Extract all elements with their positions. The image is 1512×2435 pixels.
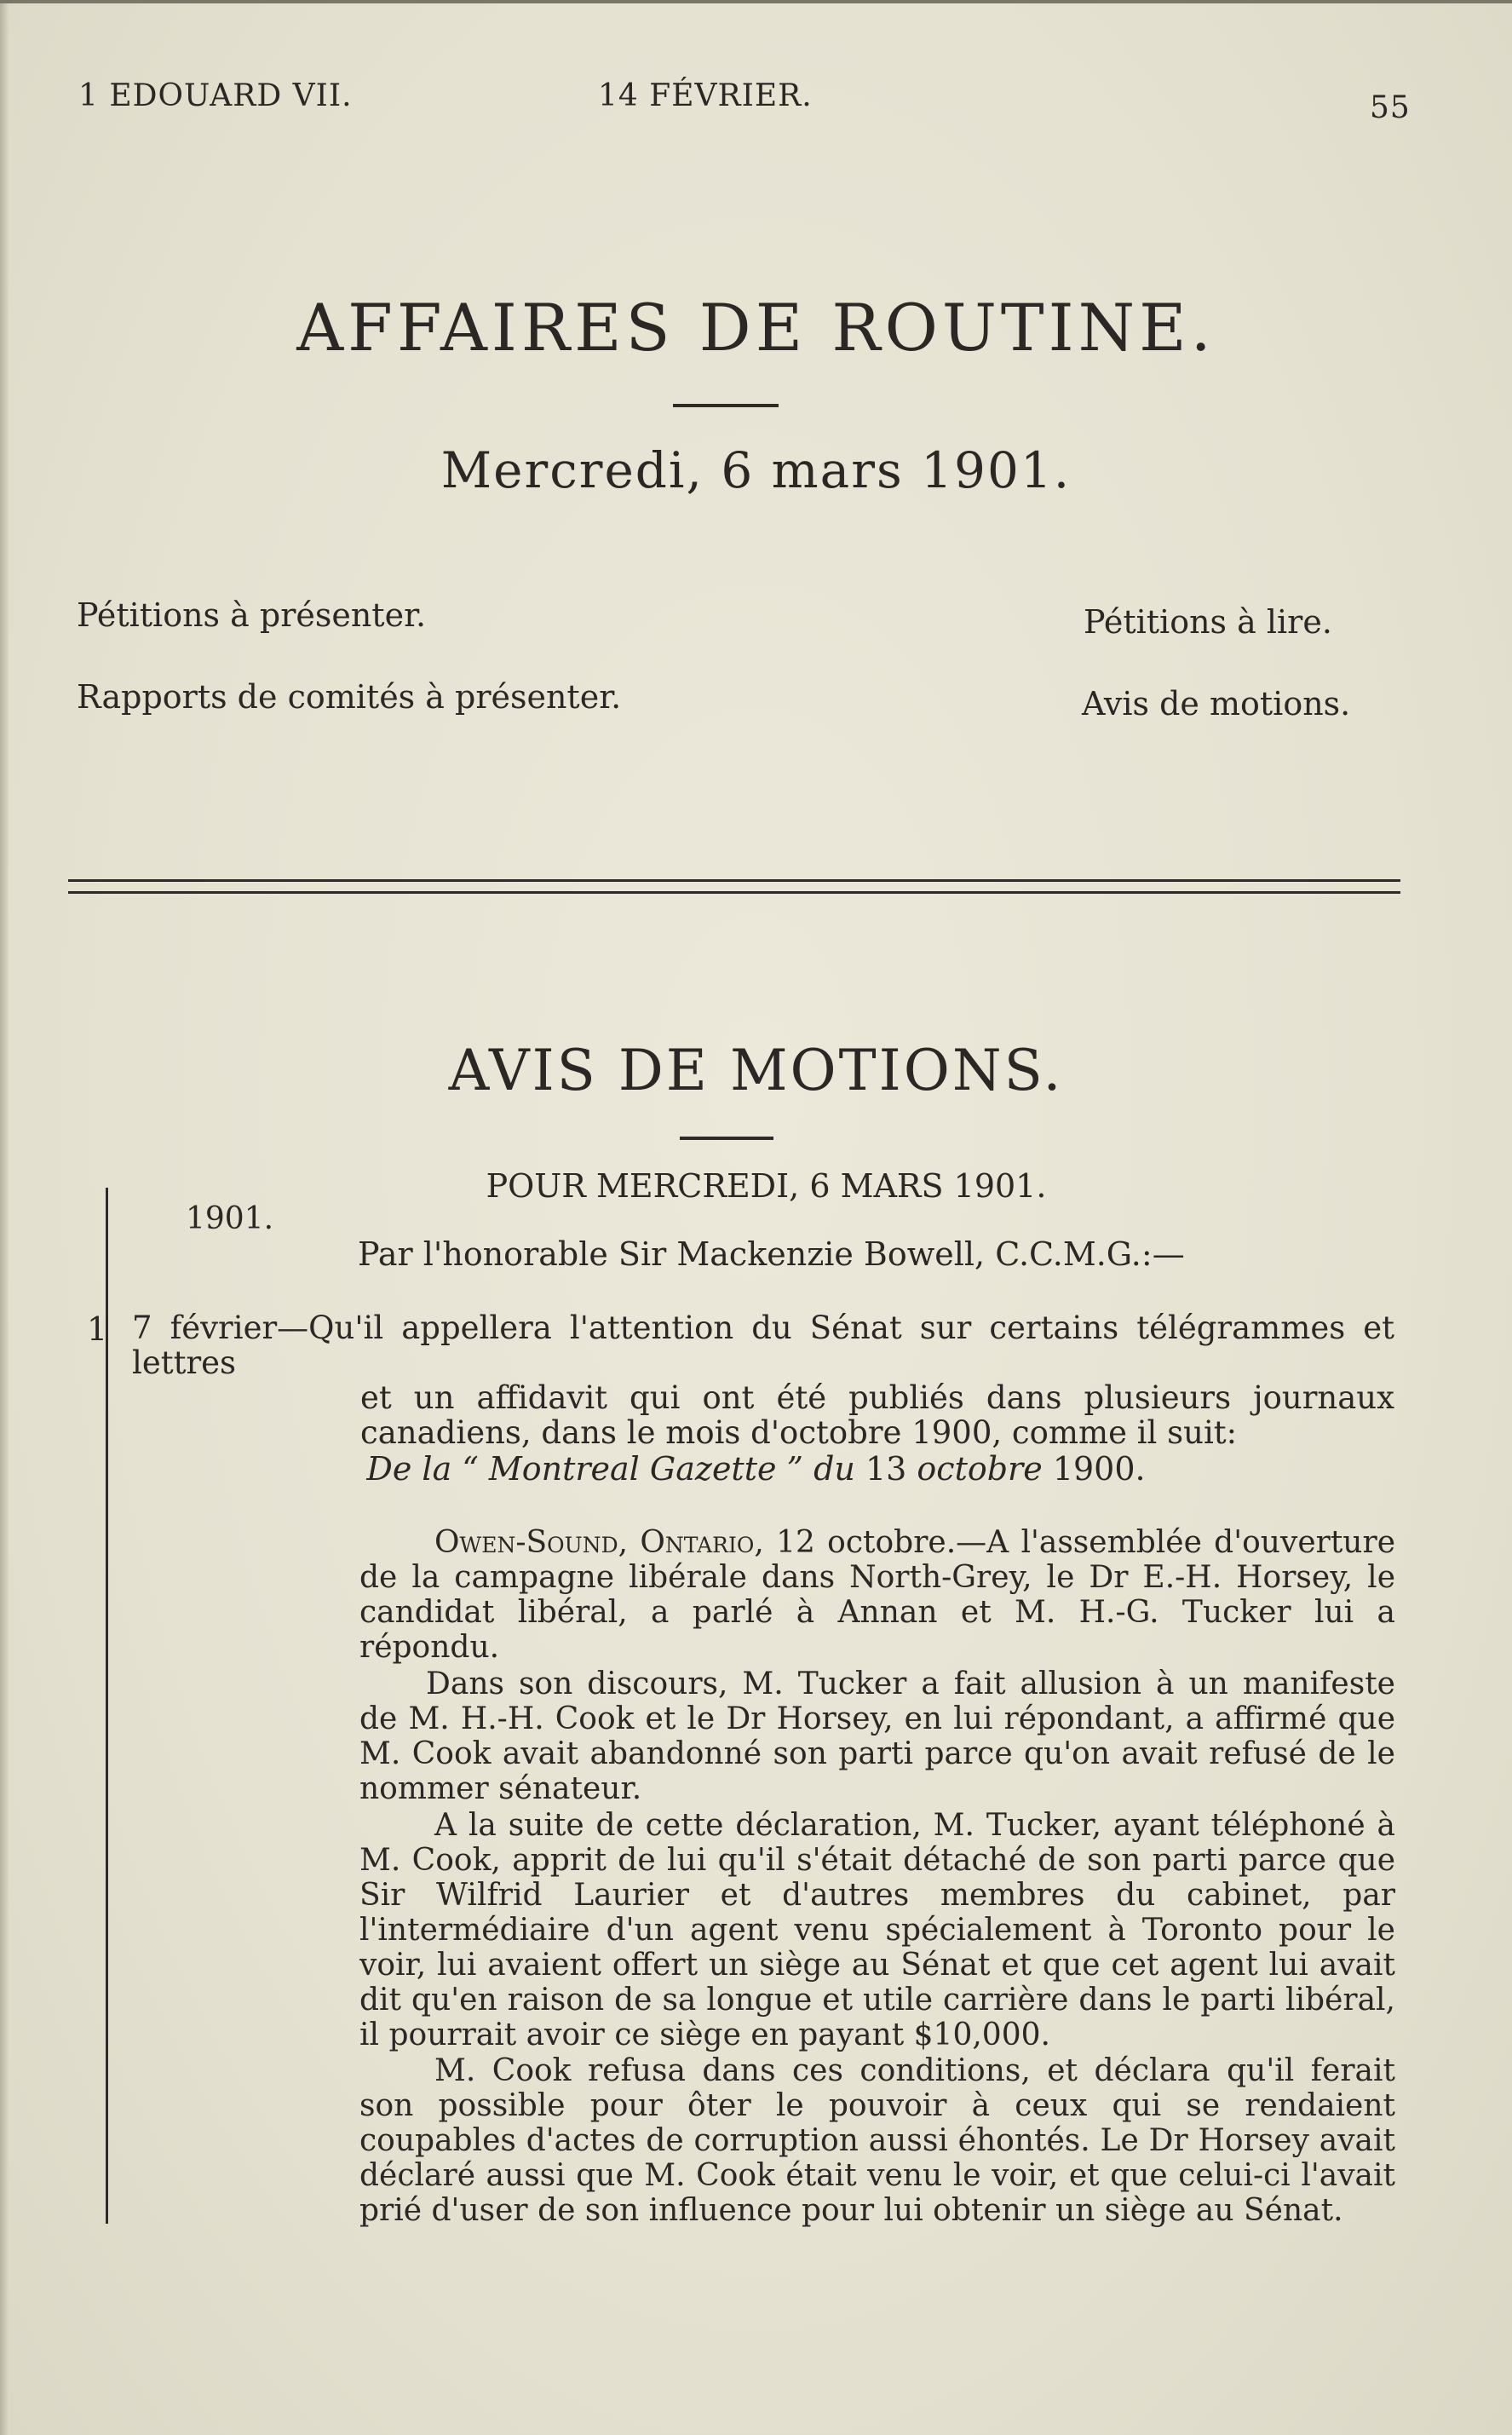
quote-year: 1900. — [1052, 1450, 1146, 1488]
margin-year: 1901. — [186, 1201, 274, 1236]
routine-item-petitions-presenter: Pétitions à présenter. — [77, 596, 427, 634]
page-top-edge — [0, 0, 1512, 3]
quote-mid: du — [813, 1450, 855, 1488]
running-head-left: 1 EDOUARD VII. — [78, 78, 353, 113]
avis-title-rule — [680, 1137, 773, 1140]
routine-item-avis-motions: Avis de motions. — [1082, 685, 1351, 722]
paragraph-1 — [359, 1525, 1395, 1665]
page-number: 55 — [1370, 90, 1411, 125]
paragraph-3: A la suite de cette déclaration, M. Tucker, ayant téléphoné à M. Cook, apprit de lui qu'il s'était détaché de son parti parce que Sir Wilfrid Laurier et d'autres membres du cabinet, par l'intermédiaire d'un agent venu spécialement à Toronto pour le voir, lui avaient offert un siège au Sénat et que cet agent lui avait dit qu'en raison de sa longue et utile carrière dans le parti libéral, il pourrait avoir ce siège en payant $10,000. — [359, 1808, 1395, 2052]
avis-sub-heading-text: POUR MERCREDI, 6 MARS 1901. — [486, 1167, 1047, 1205]
quote-paper: “ Montreal Gazette ” — [462, 1450, 803, 1488]
routine-item-rapports-comites: Rapports de comités à présenter. — [77, 678, 622, 716]
motion-text — [132, 1310, 1394, 1450]
paragraph-2: Dans son discours, M. Tucker a fait allusion à un manifeste de M. H.-H. Cook et le Dr Horsey, en lui répondant, a affirmé que M. Cook avait abandonné son parti parce qu'on avait refusé de le nommer sénateur. — [359, 1667, 1395, 1806]
motion-text-rest: et un affidavit qui ont été publiés dans plusieurs journaux canadiens, dans le mois d'octobre 1900, comme il suit: — [360, 1379, 1394, 1451]
motion-date: 7 février — [132, 1310, 278, 1346]
section-divider-bottom — [68, 891, 1400, 894]
quote-date-num: 13 — [865, 1450, 907, 1488]
paragraph-4: M. Cook refusa dans ces conditions, et déclara qu'il ferait son possible pour ôter le pouvoir à ceux qui se rendaient coupables d'actes de corruption aussi éhontés. Le Dr Horsey avait déclaré aussi que M. Cook était venu le voir, et que celui-ci l'avait prié d'user de son influence pour lui obtenir un siège au Sénat. — [359, 2053, 1395, 2228]
motion-number: 1 — [87, 1310, 108, 1348]
section-divider-top — [68, 879, 1400, 882]
title-rule — [673, 404, 779, 407]
quote-prefix: De la — [366, 1450, 452, 1488]
motion-by-line: Par l'honorable Sir Mackenzie Bowell, C.C.M.G.:— — [358, 1235, 1185, 1273]
paragraph-1-place: Owen-Sound, Ontario, — [434, 1525, 764, 1560]
avis-title: AVIS DE MOTIONS. — [448, 1038, 1064, 1103]
quote-month: octobre — [917, 1450, 1043, 1488]
routine-item-petitions-lire: Pétitions à lire. — [1084, 603, 1332, 641]
routine-title: AFFAIRES DE ROUTINE. — [296, 290, 1216, 366]
avis-sub-heading — [0, 1167, 1512, 1205]
running-head-center: 14 FÉVRIER. — [598, 78, 813, 113]
motion-text-first: —Qu'il appellera l'attention du Sénat sur certains télégrammes et lettres — [132, 1310, 1394, 1381]
quote-source — [0, 1450, 1512, 1488]
routine-date: Mercredi, 6 mars 1901. — [440, 441, 1072, 499]
paragraph-1-text: 12 octobre.—A l'assemblée d'ouverture de la campagne libérale dans North-Grey, le Dr E.-H. Horsey, le candidat libéral, a parlé à Annan et M. H.-G. Tucker lui a répondu. — [359, 1525, 1396, 1665]
